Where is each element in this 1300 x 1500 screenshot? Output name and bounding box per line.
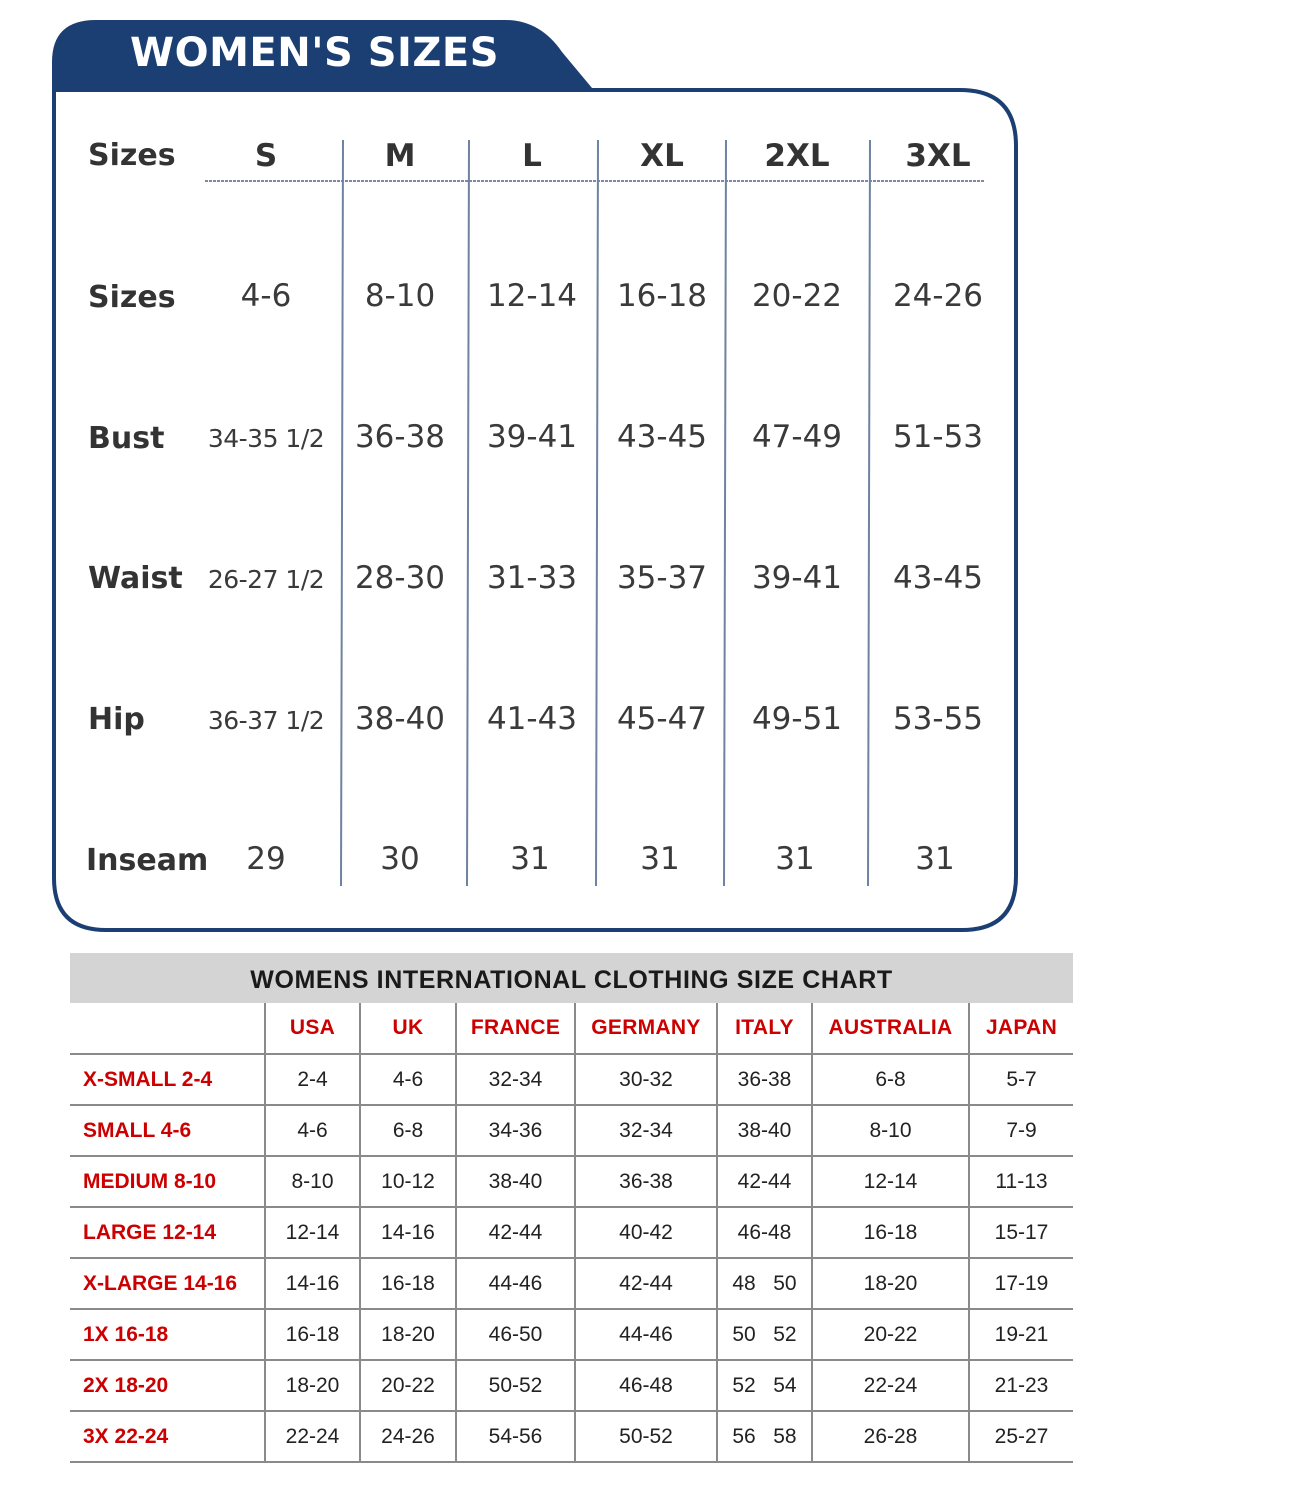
col-header-m: M	[384, 138, 416, 174]
row-label: 2X 18-20	[70, 1360, 265, 1411]
cell-uk: 24-26	[360, 1411, 456, 1462]
cell-usa: 8-10	[265, 1156, 360, 1207]
cell-sizes-3xl: 24-26	[892, 278, 984, 314]
table-row	[70, 1054, 1073, 1105]
cell-inseam-s: 29	[246, 841, 286, 877]
table-row	[70, 1156, 1073, 1207]
row-label: 3X 22-24	[70, 1411, 265, 1462]
cell-waist-3xl: 43-45	[892, 560, 984, 596]
row-label-waist: Waist	[88, 561, 183, 596]
header-usa: USA	[265, 1003, 360, 1054]
card-outline	[54, 90, 1016, 930]
cell-usa: 18-20	[265, 1360, 360, 1411]
cell-inseam-xl: 31	[640, 841, 680, 877]
cell-bust-m: 36-38	[354, 419, 446, 455]
cell-hip-2xl: 49-51	[751, 701, 843, 737]
row-label: X-LARGE 14-16	[70, 1258, 265, 1309]
cell-uk: 10-12	[360, 1156, 456, 1207]
col-header-xl: XL	[640, 138, 684, 174]
cell-germany: 36-38	[575, 1156, 717, 1207]
table-row	[70, 1309, 1073, 1360]
cell-germany: 46-48	[575, 1360, 717, 1411]
cell-italy: 42-44	[717, 1156, 812, 1207]
cell-waist-m: 28-30	[354, 560, 446, 596]
cell-bust-l: 39-41	[486, 419, 578, 455]
cell-france: 32-34	[456, 1054, 575, 1105]
cell-italy: 46-48	[717, 1207, 812, 1258]
cell-italy: 56 58	[717, 1411, 812, 1462]
table-row	[70, 1360, 1073, 1411]
col-header-s: S	[254, 138, 278, 174]
cell-japan: 25-27	[969, 1411, 1073, 1462]
cell-australia: 6-8	[812, 1054, 969, 1105]
cell-sizes-s: 4-6	[240, 278, 292, 314]
header-australia: AUSTRALIA	[812, 1003, 969, 1054]
row-label-bust: Bust	[88, 421, 165, 456]
cell-italy: 52 54	[717, 1360, 812, 1411]
cell-uk: 16-18	[360, 1258, 456, 1309]
cell-italy: 38-40	[717, 1105, 812, 1156]
corner-label: Sizes	[88, 138, 176, 173]
cell-waist-2xl: 39-41	[751, 560, 843, 596]
cell-hip-s: 36-37 1/2	[207, 706, 325, 735]
cell-sizes-m: 8-10	[364, 278, 436, 314]
international-size-table	[70, 1003, 1073, 1463]
cell-usa: 22-24	[265, 1411, 360, 1462]
column-dividers	[341, 140, 870, 886]
cell-germany: 44-46	[575, 1309, 717, 1360]
cell-france: 44-46	[456, 1258, 575, 1309]
cell-italy: 36-38	[717, 1054, 812, 1105]
cell-inseam-m: 30	[380, 841, 420, 877]
cell-inseam-l: 31	[510, 841, 550, 877]
cell-hip-3xl: 53-55	[892, 701, 984, 737]
cell-australia: 8-10	[812, 1105, 969, 1156]
row-label-sizes: Sizes	[88, 280, 176, 315]
cell-waist-s: 26-27 1/2	[207, 565, 325, 594]
cell-bust-s: 34-35 1/2	[207, 424, 325, 453]
table-row	[70, 1207, 1073, 1258]
international-size-chart	[70, 953, 1073, 1463]
cell-sizes-xl: 16-18	[616, 278, 708, 314]
cell-france: 34-36	[456, 1105, 575, 1156]
cell-japan: 5-7	[969, 1054, 1073, 1105]
cell-australia: 12-14	[812, 1156, 969, 1207]
col-header-l: L	[522, 138, 542, 174]
cell-france: 46-50	[456, 1309, 575, 1360]
cell-australia: 16-18	[812, 1207, 969, 1258]
cell-france: 38-40	[456, 1156, 575, 1207]
cell-sizes-l: 12-14	[486, 278, 578, 314]
cell-uk: 6-8	[360, 1105, 456, 1156]
cell-bust-2xl: 47-49	[751, 419, 843, 455]
row-label-inseam: Inseam	[86, 843, 209, 878]
cell-waist-xl: 35-37	[616, 560, 708, 596]
cell-bust-xl: 43-45	[616, 419, 708, 455]
cell-uk: 14-16	[360, 1207, 456, 1258]
cell-bust-3xl: 51-53	[892, 419, 984, 455]
cell-italy: 48 50	[717, 1258, 812, 1309]
table-row	[70, 1411, 1073, 1462]
cell-usa: 4-6	[265, 1105, 360, 1156]
cell-uk: 4-6	[360, 1054, 456, 1105]
cell-australia: 20-22	[812, 1309, 969, 1360]
row-label: SMALL 4-6	[70, 1105, 265, 1156]
cell-japan: 15-17	[969, 1207, 1073, 1258]
row-label: LARGE 12-14	[70, 1207, 265, 1258]
cell-japan: 7-9	[969, 1105, 1073, 1156]
cell-waist-l: 31-33	[486, 560, 578, 596]
cell-germany: 50-52	[575, 1411, 717, 1462]
col-header-3xl: 3XL	[905, 138, 971, 174]
cell-france: 50-52	[456, 1360, 575, 1411]
cell-france: 54-56	[456, 1411, 575, 1462]
cell-japan: 17-19	[969, 1258, 1073, 1309]
header-germany: GERMANY	[575, 1003, 717, 1054]
cell-japan: 11-13	[969, 1156, 1073, 1207]
col-header-2xl: 2XL	[764, 138, 830, 174]
cell-france: 42-44	[456, 1207, 575, 1258]
header-uk: UK	[360, 1003, 456, 1054]
cell-usa: 2-4	[265, 1054, 360, 1105]
cell-usa: 12-14	[265, 1207, 360, 1258]
cell-germany: 32-34	[575, 1105, 717, 1156]
cell-australia: 26-28	[812, 1411, 969, 1462]
cell-inseam-2xl: 31	[775, 841, 815, 877]
cell-uk: 18-20	[360, 1309, 456, 1360]
header-row	[70, 1003, 1073, 1054]
international-chart-title: WOMENS INTERNATIONAL CLOTHING SIZE CHART	[70, 953, 1073, 1003]
row-label: X-SMALL 2-4	[70, 1054, 265, 1105]
cell-germany: 30-32	[575, 1054, 717, 1105]
cell-usa: 14-16	[265, 1258, 360, 1309]
header-france: FRANCE	[456, 1003, 575, 1054]
cell-australia: 22-24	[812, 1360, 969, 1411]
cell-germany: 40-42	[575, 1207, 717, 1258]
cell-japan: 21-23	[969, 1360, 1073, 1411]
cell-hip-m: 38-40	[354, 701, 446, 737]
card-title: WOMEN'S SIZES	[130, 30, 500, 76]
cell-japan: 19-21	[969, 1309, 1073, 1360]
cell-usa: 16-18	[265, 1309, 360, 1360]
cell-hip-xl: 45-47	[616, 701, 708, 737]
cell-australia: 18-20	[812, 1258, 969, 1309]
cell-hip-l: 41-43	[486, 701, 578, 737]
cell-italy: 50 52	[717, 1309, 812, 1360]
header-empty	[70, 1003, 265, 1054]
table-row	[70, 1105, 1073, 1156]
row-label: 1X 16-18	[70, 1309, 265, 1360]
row-label-hip: Hip	[88, 702, 145, 737]
cell-germany: 42-44	[575, 1258, 717, 1309]
table-row	[70, 1258, 1073, 1309]
cell-uk: 20-22	[360, 1360, 456, 1411]
header-japan: JAPAN	[969, 1003, 1073, 1054]
header-italy: ITALY	[717, 1003, 812, 1054]
row-label: MEDIUM 8-10	[70, 1156, 265, 1207]
cell-inseam-3xl: 31	[915, 841, 955, 877]
cell-sizes-2xl: 20-22	[751, 278, 843, 314]
